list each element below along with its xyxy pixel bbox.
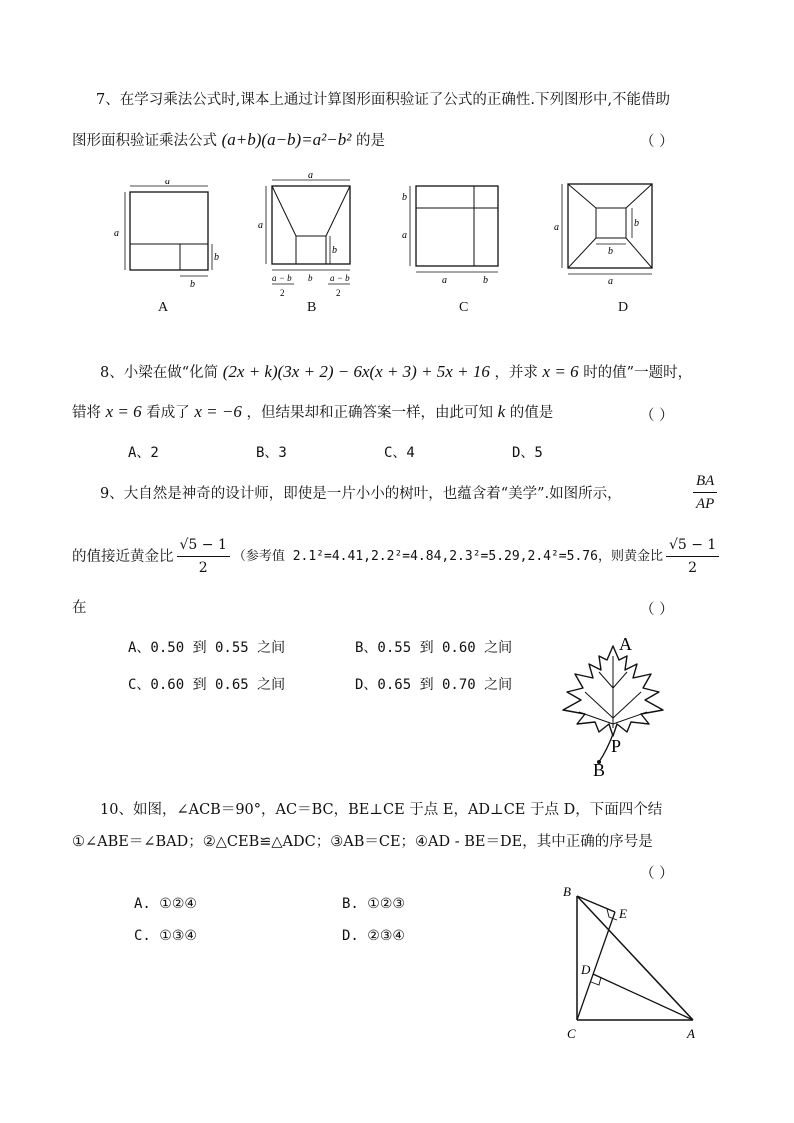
q7-figure-a: [112, 180, 222, 300]
svg-text:a: a: [308, 170, 313, 181]
q7-fig-label-a: A: [158, 300, 169, 315]
q9-golden-num: √5 − 1: [177, 534, 230, 557]
q9-fraction-ba-ap: [690, 470, 720, 515]
svg-text:b: b: [214, 252, 219, 263]
q7-line2: [72, 130, 385, 151]
q7-line2-suffix: 的是: [355, 133, 385, 149]
svg-text:a: a: [114, 228, 119, 239]
svg-text:a: a: [442, 275, 447, 286]
q8-expression: (2x + k)(3x + 2) − 6x(x + 3) + 5x + 16: [222, 362, 490, 381]
svg-text:2: 2: [336, 288, 341, 298]
q9-golden-num-2: √5 − 1: [666, 534, 719, 557]
q9-option-d: D、0.65 到 0.70 之间: [355, 677, 513, 693]
q9-frac-num: BA: [693, 470, 717, 493]
q10-answer-paren: （ ）: [640, 866, 674, 882]
q9-line1: 9、大自然是神奇的设计师，即使是一片小小的树叶，也蕴含着“美学”.如图所示，: [100, 486, 622, 502]
q8-line1-mid: ，并求: [494, 365, 538, 381]
svg-text:a − b: a − b: [272, 273, 292, 283]
point-a: A: [687, 1026, 695, 1041]
q7-figure-d: [552, 178, 662, 288]
q9-leaf-figure: [555, 628, 675, 778]
q8-option-a: A、2: [128, 445, 159, 461]
q10-option-d: D. ②③④: [342, 928, 405, 944]
q10-option-b: B. ①②③: [342, 896, 405, 912]
svg-text:a − b: a − b: [330, 273, 350, 283]
point-b: B: [563, 884, 571, 899]
point-c: C: [567, 1026, 576, 1041]
q7-formula: (a+b)(a−b)=a²−b²: [221, 130, 352, 149]
q8-condition: x = 6: [542, 362, 579, 381]
svg-text:b: b: [308, 273, 313, 283]
q7-fig-label-c: C: [459, 300, 469, 315]
q8-option-d: D、5: [512, 445, 543, 461]
q10-option-a: A. ①②④: [134, 896, 197, 912]
svg-text:b: b: [190, 279, 195, 290]
svg-text:b: b: [402, 192, 407, 203]
q9-reference: （参考值 2.1²=4.41,2.2²=4.84,2.3²=5.29,2.4²=5.76，则黄金比: [232, 548, 663, 564]
q8-option-c: C、4: [384, 445, 415, 461]
q10-line2: ①∠ABE＝∠BAD；②△CEB≌△ADC；③AB＝CE；④AD - BE＝DE，其中正确的序号是: [72, 834, 653, 850]
q8-k: k: [497, 402, 506, 421]
leaf-point-a: A: [619, 634, 632, 654]
svg-text:b: b: [608, 246, 613, 257]
leaf-point-p: P: [611, 736, 622, 756]
q9-golden-den: 2: [198, 560, 208, 576]
q8-answer-paren: （ ）: [640, 408, 674, 424]
q9-line3: 在: [72, 600, 87, 616]
q8-line2-mid: 看成了: [146, 405, 190, 421]
q8-wrong-value-2: x = −6: [194, 402, 242, 421]
q9-line2: [72, 534, 722, 579]
q9-frac-den: AP: [696, 496, 715, 512]
leaf-point-b: B: [593, 760, 606, 778]
q9-golden-den-2: 2: [688, 560, 698, 576]
q10-line1: 10、如图，∠ACB＝90°，AC＝BC，BE⊥CE 于点 E，AD⊥CE 于点 D，下面四个结: [100, 802, 663, 818]
q10-triangle-figure: [555, 880, 715, 1045]
svg-text:b: b: [483, 275, 488, 286]
q8-line2: [72, 402, 553, 423]
q8-line1-suffix: 时的值”一题时，: [583, 365, 693, 381]
svg-text:a: a: [554, 222, 559, 233]
q8-line2-end: 的值是: [509, 405, 554, 421]
q8-line2-prefix: 错将: [72, 405, 101, 421]
q9-option-b: B、0.55 到 0.60 之间: [355, 640, 513, 656]
q8-line2-suffix: ，但结果却和正确答案一样，由此可知: [246, 405, 493, 421]
svg-text:b: b: [332, 245, 337, 256]
point-d: D: [581, 962, 591, 977]
q8-line1-prefix: 8、小梁在做“化简: [100, 365, 219, 381]
svg-text:b: b: [634, 218, 639, 229]
q9-line2-prefix: 的值接近黄金比: [72, 548, 174, 565]
q9-answer-paren: （ ）: [640, 602, 674, 618]
q7-line1: 7、在学习乘法公式时,课本上通过计算图形面积验证了公式的正确性.下列图形中,不能借助: [96, 92, 671, 108]
q7-figure-b: [258, 170, 363, 302]
q7-fig-label-b: B: [307, 300, 317, 315]
q8-wrong-value-1: x = 6: [105, 402, 142, 421]
svg-text:a: a: [608, 276, 613, 287]
svg-text:2: 2: [280, 288, 285, 298]
q7-fig-label-d: D: [618, 300, 629, 315]
q10-option-c: C. ①③④: [134, 928, 197, 944]
q7-line2-prefix: 图形面积验证乘法公式: [72, 133, 217, 149]
q7-figure-c: [400, 180, 510, 290]
q7-answer-paren: （ ）: [640, 134, 674, 150]
q8-option-b: B、3: [256, 445, 287, 461]
q8-line1: [100, 362, 692, 383]
svg-text:a: a: [258, 220, 263, 231]
svg-text:a: a: [402, 230, 407, 241]
point-e: E: [619, 906, 627, 921]
q9-option-a: A、0.50 到 0.55 之间: [128, 640, 286, 656]
svg-text:a: a: [165, 180, 170, 187]
q9-option-c: C、0.60 到 0.65 之间: [128, 677, 286, 693]
